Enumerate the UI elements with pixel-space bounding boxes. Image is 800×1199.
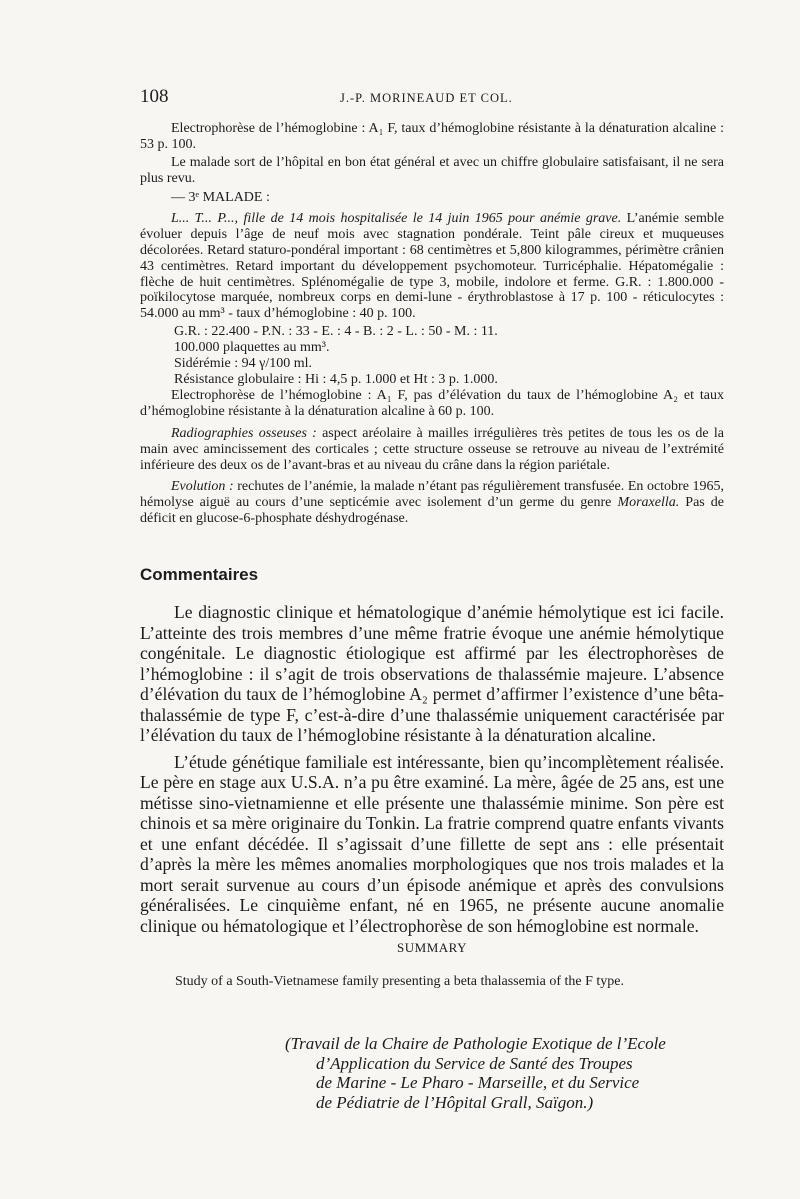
evolution-end: Pas de déficit en glucose-6-phosphate déshydrogénase. <box>140 495 724 527</box>
summary-heading: SUMMARY <box>397 940 467 955</box>
case-3-patient: L... T... P..., fille de 14 mois hospitalisée le 14 juin 1965 pour anémie grave. <box>171 210 622 226</box>
case-3 <box>140 190 724 527</box>
lab-line: G.R. : 22.400 - P.N. : 33 - E. : 4 - B. : 2 - L. : 50 - M. : 11. <box>174 324 498 340</box>
radiographs-text: aspect aréolaire à mailles irrégulières très petites de tous les os de la main avec amincissement des corticales ; cette structure osseuse se retrouve au niveau de l’extrémité inférieure des deux os de l’avant-bras et au niveau du crâne dans la région pariétale. <box>140 425 724 473</box>
case-2-discharge: Le malade sort de l’hôpital en bon état général et avec un chiffre globulaire satisfaisant, il ne sera plus revu. <box>140 154 724 186</box>
lab-line: Sidérémie : 94 γ/100 ml. <box>174 356 313 372</box>
lab-line: 100.000 plaquettes au mm³. <box>174 340 330 356</box>
affiliation-line: d’Application du Service de Santé des Troupes <box>316 1053 633 1073</box>
case-2-electrophoresis: Electrophorèse de l’hémoglobine : A₁ F, taux d’hémoglobine résistante à la dénaturation alcaline : 53 p. 100. <box>140 121 724 152</box>
section-heading-commentaires: Commentaires <box>140 565 259 584</box>
running-head: J.-P. MORINEAUD ET COL. <box>340 91 513 105</box>
evolution-genus: Moraxella. <box>617 495 680 511</box>
affiliation-line: de Marine - Le Pharo - Marseille, et du Service <box>316 1073 640 1093</box>
case-3-evolution <box>140 479 724 527</box>
commentaires-body <box>140 602 724 936</box>
case-2-end <box>140 121 724 187</box>
commentaires-paragraph: L’étude génétique familiale est intéressante, bien qu’incomplètement réalisée. Le père en stage aux U.S.A. n’a pu être examiné. La mère, âgée de 25 ans, est une métisse sino-vietnamienne et elle présente une thalassémie minime. Son père est chinois et sa mère originaire du Tonkin. La fratrie comprend quatre enfants vivants et une enfant décédée. Il s’agissait d’une fillette de sept ans : elle présentait d’après la mère les mêmes anomalies morphologiques que nos trois malades et la mort serait survenue au cours d’un épisode anémique et après des convulsions généralisées. Le cinquième enfant, né en 1965, ne présente aucune anomalie clinique ou hématologique et l’électrophorèse de son hémoglobine est normale. <box>140 751 724 936</box>
summary-text: Study of a South-Vietnamese family presenting a beta thalassemia of the F type. <box>175 974 624 989</box>
evolution-label: Evolution : <box>171 479 234 495</box>
evolution-text: rechutes de l’anémie, la malade n’étant pas régulièrement transfusée. En octobre 1965, hémolyse aiguë au cours d’une septicémie avec isolement d’un germe du genre <box>140 479 725 511</box>
affiliation-line: de Pédiatrie de l’Hôpital Grall, Saïgon.) <box>316 1093 594 1113</box>
case-3-radiographs <box>140 426 724 474</box>
case-3-electrophoresis: Electrophorèse de l’hémoglobine : A₁ F, pas d’élévation du taux de l’hémoglobine A₂ et taux d’hémoglobine résistante à la dénaturation alcaline à 60 p. 100. <box>140 387 724 419</box>
radiographs-label: Radiographies osseuses : <box>171 425 317 441</box>
page-header <box>140 86 724 110</box>
case-3-title: — 3ᵉ MALADE : <box>171 190 270 205</box>
affiliation <box>285 1034 725 1113</box>
commentaires-paragraph: Le diagnostic clinique et hématologique d’anémie hémolytique est ici facile. L’atteinte des trois membres d’une même fratrie évoque une anémie hémolytique congénitale. Le diagnostic étiologique est affirmé par les électrophorèses de l’hémoglobine : il s’agit de trois observations de thalassémie majeure. L’absence d’élévation du taux de l’hémoglobine A₂ permet d’affirmer l’existence d’une bêta-thalassémie de type F, c’est-à-dire d’une thalassémie uniquement caractérisée par l’élévation du taux de l’hémoglobine résistante à la dénaturation alcaline. <box>140 602 724 745</box>
page-number: 108 <box>140 86 169 107</box>
affiliation-line: (Travail de la Chaire de Pathologie Exotique de l’Ecole <box>285 1034 666 1053</box>
case-3-history: L’anémie semble évoluer depuis l’âge de neuf mois avec stagnation pondérale. Teint pâle cireux et muqueuses décolorées. Retard staturo-pondéral important : 68 centimètres et 5,800 kilogrammes, périmètre crânien 43 centimètres. Retard important du développement psychomoteur. Turricéphalie. Hépatomégalie : flèche de huit centimètres. Splénomégalie de type 3, mobile, indolore et ferme. G.R. : 1.800.000 - poïkilocytose marquée, nombreux corps en demi-lune - érythroblastose à 17 p. 100 - réticulocytes : 54.000 au mm³ - taux d’hémoglobine : 40 p. 100. <box>140 210 724 322</box>
lab-line: Résistance globulaire : Hi : 4,5 p. 1.000 et Ht : 3 p. 1.000. <box>174 371 498 387</box>
case-3-intro <box>140 211 724 322</box>
